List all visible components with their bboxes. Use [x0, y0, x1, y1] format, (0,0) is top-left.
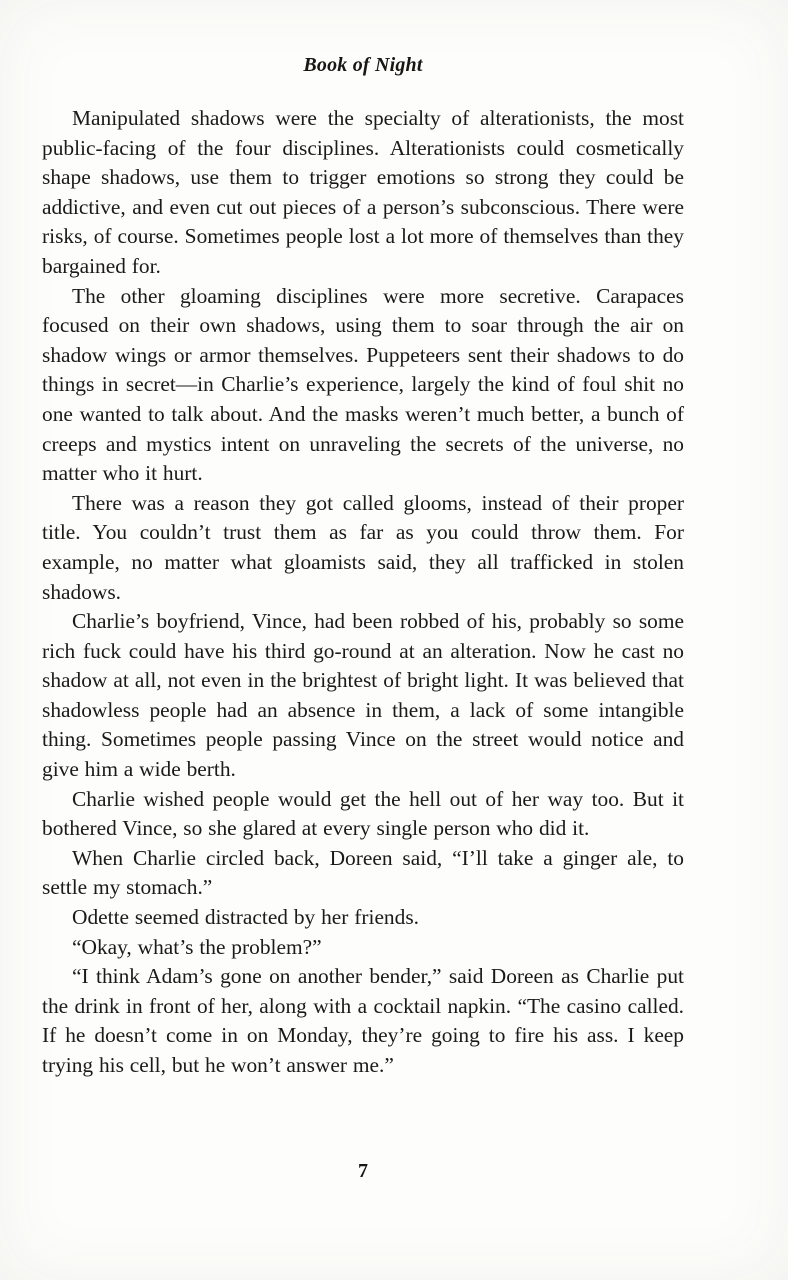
paragraph-8: “Okay, what’s the problem?” [72, 934, 322, 959]
page-number: 7 [358, 1160, 368, 1182]
text-block [42, 104, 684, 1081]
paragraph-2: The other gloaming disciplines were more secretive. Carapaces focused on their own shadows, using them to soar through the air on shadow wings or armor themselves. Puppeteers sent their shadows to do things in secret—in Charlie’s experience, largely the kind of foul shit no one wanted to talk about. And the masks weren’t much better, a bunch of creeps and mystics intent on unraveling the secrets of the universe, no matter who it hurt. [42, 283, 684, 486]
paragraph-4: Charlie’s boyfriend, Vince, had been robbed of his, probably so some rich fuck could have his third go-round at an alteration. Now he cast no shadow at all, not even in the brightest of bright light. It was believed that shadowless people had an absence in them, a lack of some intangible thing. Sometimes people passing Vince on the street would notice and give him a wide berth. [42, 609, 684, 782]
paragraph-9: “I think Adam’s gone on another bender,” said Doreen as Charlie put the drink in front of her, along with a cocktail napkin. “The casino called. If he doesn’t come in on Monday, they’re going to fire his ass. I keep trying his cell, but he won’t answer me.” [42, 964, 684, 1077]
paragraph-1: Manipulated shadows were the specialty of alterationists, the most public-facing of the four disciplines. Alterationists could cosmetically shape shadows, use them to trigger emotions so strong they could be addictive, and even cut out pieces of a person’s subconscious. There were risks, of course. Sometimes people lost a lot more of themselves than they bargained for. [42, 106, 684, 278]
paragraph-5: Charlie wished people would get the hell out of her way too. But it bothered Vince, so she glared at every single person who did it. [42, 786, 684, 841]
running-header: Book of Night [303, 54, 423, 76]
paragraph-7: Odette seemed distracted by her friends. [72, 905, 419, 930]
paragraph-6: When Charlie circled back, Doreen said, “I’ll take a ginger ale, to settle my stomach.” [42, 845, 684, 900]
paragraph-3: There was a reason they got called glooms, instead of their proper title. You couldn’t trust them as far as you could throw them. For example, no matter what gloamists said, they all trafficked in stolen shadows. [42, 490, 684, 604]
